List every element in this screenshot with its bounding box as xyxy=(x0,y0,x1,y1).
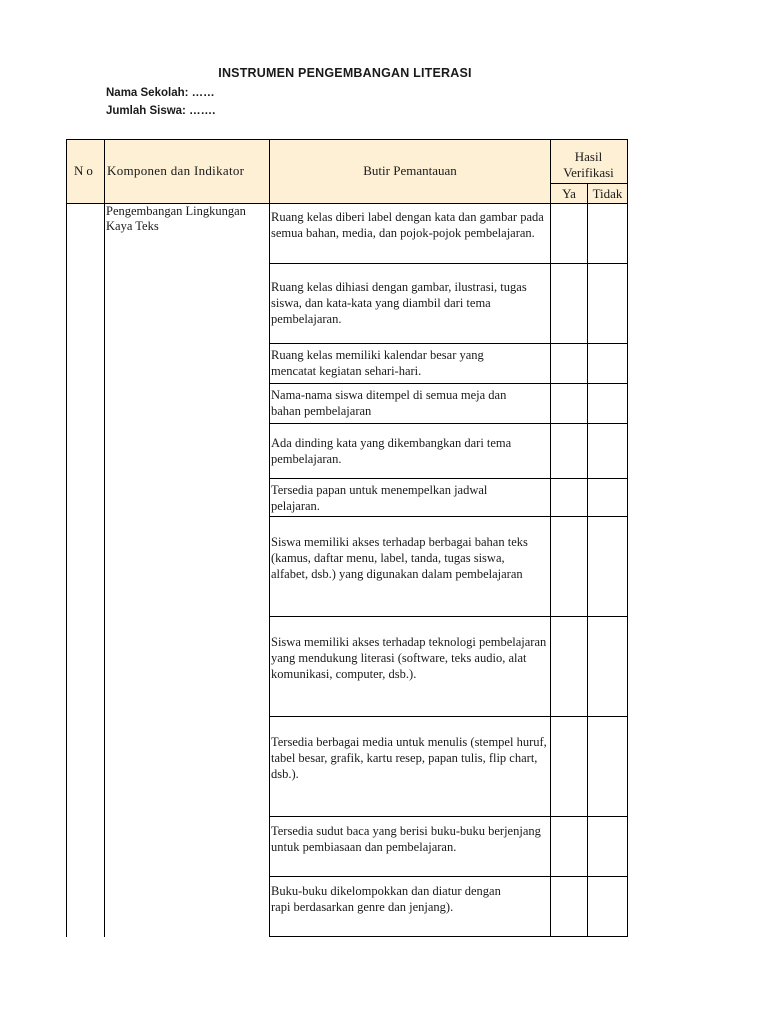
item-text-1: Ruang kelas diberi label dengan kata dan gambar pada semua bahan, media, dan pojok-pojok pembelajaran. xyxy=(271,210,544,241)
item-text-8: Siswa memiliki akses terhadap teknologi pembelajaran yang mendukung literasi (software, teks audio, alat komunikasi, computer, dsb.). xyxy=(271,635,547,682)
col-sep-komponen xyxy=(269,139,270,937)
column-header-ya: Ya xyxy=(562,186,576,201)
component-label: Pengembangan Lingkungan Kaya Teks xyxy=(106,204,246,233)
item-text-10: Tersedia sudut baca yang berisi buku-buku berjenjang untuk pembiasaan dan pembelajaran. xyxy=(271,824,541,855)
item-text-2: Ruang kelas dihiasi dengan gambar, ilustrasi, tugas siswa, dan kata-kata yang diambil dari tema pembelajaran. xyxy=(271,280,527,327)
document-title: INSTRUMEN PENGEMBANGAN LITERASI xyxy=(218,66,472,80)
row-line xyxy=(269,343,628,344)
tidak-cell[interactable] xyxy=(589,204,626,262)
table-border-left xyxy=(66,139,67,937)
row-line xyxy=(269,383,628,384)
table-border-right xyxy=(627,139,628,937)
column-header-tidak: Tidak xyxy=(592,186,623,201)
item-text-7: Siswa memiliki akses terhadap berbagai bahan teks (kamus, daftar menu, label, tanda, tugas siswa, alfabet, dsb.) yang digunakan dalam pembelajaran xyxy=(271,535,528,582)
column-header-komponen: Komponen dan Indikator xyxy=(107,163,245,178)
col-sep-no xyxy=(104,139,105,937)
row-line xyxy=(269,616,628,617)
row-line xyxy=(269,876,628,877)
row-line xyxy=(269,478,628,479)
column-header-no: No xyxy=(74,163,96,178)
row-line xyxy=(269,936,628,937)
col-sep-butir xyxy=(550,139,551,937)
row-line xyxy=(269,423,628,424)
table-border-top xyxy=(66,139,628,140)
row-line xyxy=(269,816,628,817)
student-count-label: Jumlah Siswa: ……. xyxy=(106,105,216,117)
item-text-6: Tersedia papan untuk menempelkan jadwal pelajaran. xyxy=(271,483,488,514)
item-text-9: Tersedia berbagai media untuk menulis (stempel huruf, tabel besar, grafik, kartu resep, papan tulis, flip chart, dsb.). xyxy=(271,735,547,782)
item-text-3: Ruang kelas memiliki kalendar besar yang mencatat kegiatan sehari-hari. xyxy=(271,348,484,379)
row-line xyxy=(269,716,628,717)
row-line xyxy=(269,263,628,264)
column-header-butir: Butir Pemantauan xyxy=(363,163,457,178)
header-bottom-line xyxy=(66,203,628,204)
row-line xyxy=(269,516,628,517)
item-text-11: Buku-buku dikelompokkan dan diatur dengan rapi berdasarkan genre dan jenjang). xyxy=(271,884,501,915)
item-text-5: Ada dinding kata yang dikembangkan dari tema pembelajaran. xyxy=(271,436,512,467)
item-text-4: Nama-nama siswa ditempel di semua meja dan bahan pembelajaran xyxy=(271,388,507,419)
ya-cell[interactable] xyxy=(551,204,587,262)
col-sep-ya xyxy=(587,183,588,937)
hasil-sub-line xyxy=(550,183,628,184)
column-header-hasil: Hasil Verifikasi xyxy=(563,149,614,180)
school-name-label: Nama Sekolah: …… xyxy=(106,87,215,99)
